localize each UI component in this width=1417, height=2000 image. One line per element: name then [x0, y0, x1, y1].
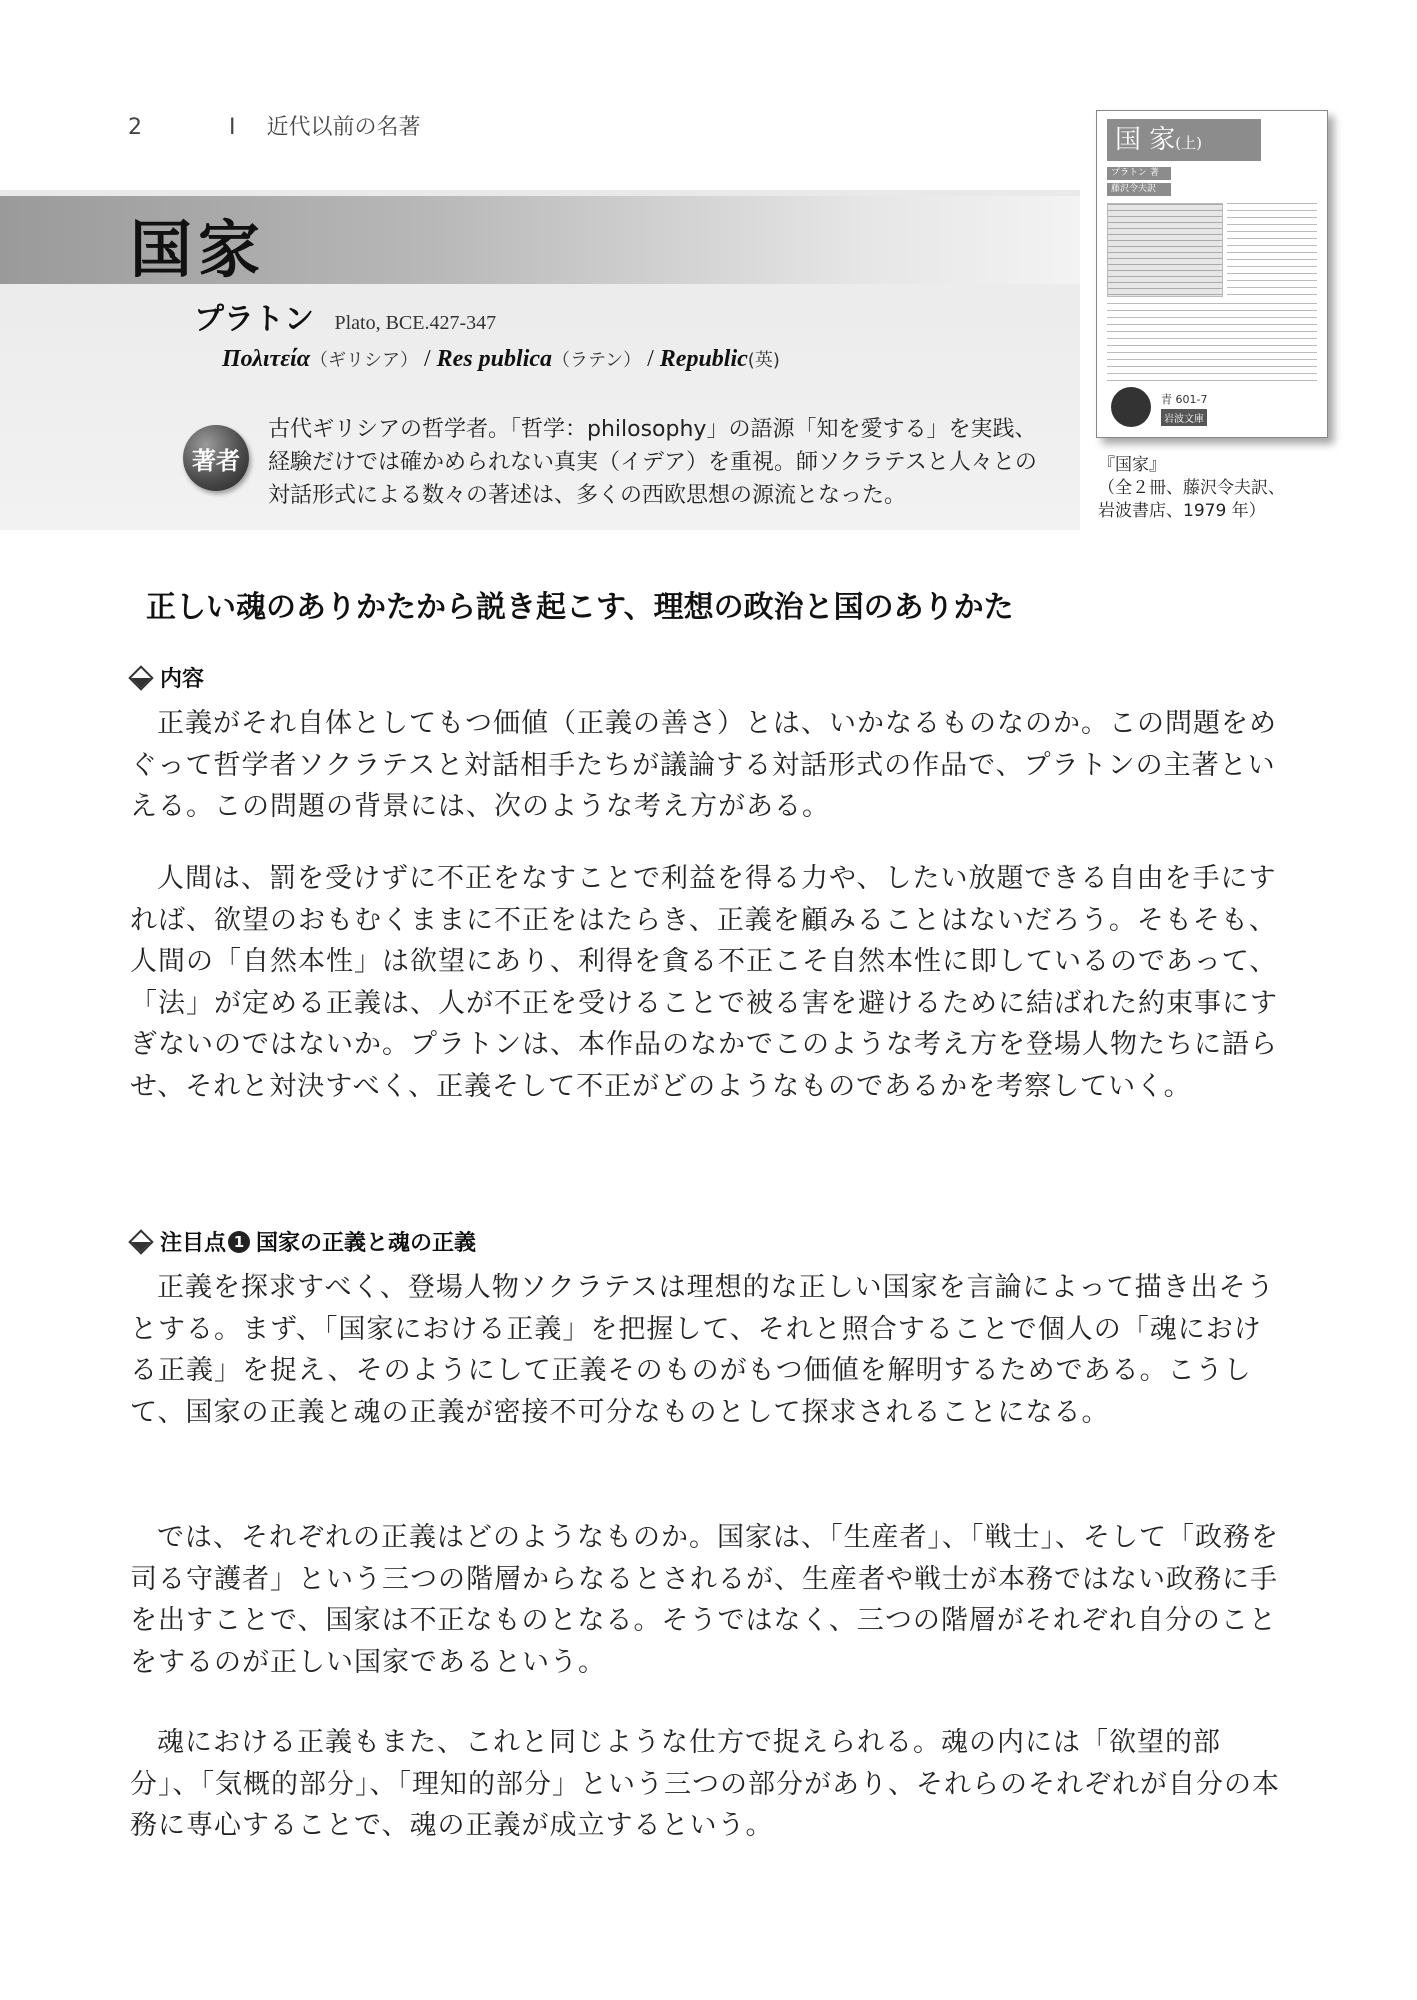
diamond-bullet-icon [128, 665, 153, 690]
section-subheading: 正しい魂のありかたから説き起こす、理想の政治と国のありかた [146, 590, 1014, 625]
book-cover-blurb [1227, 203, 1317, 295]
book-cover-number: 青 601-7 [1161, 393, 1208, 406]
lang-greek: （ギリシア） [310, 350, 418, 371]
book-cover-title [1107, 119, 1261, 161]
lang-latin: （ラテン） [552, 350, 642, 371]
lang-english: (英) [747, 350, 780, 371]
point1-paragraph-1: 正義を探求すべく、登場人物ソクラテスは理想的な正しい国家を言論によって描き出そうとする。まず、「国家における正義」を把握して、それと照合することで個人の「魂における正義」を捉え、そのようにして正義そのものがもつ価値を解明するためである。こうして、国家の正義と魂の正義が密接不可分なものとして探求されることになる。 [130, 1272, 1275, 1428]
chapter-title: 近代以前の名著 [266, 115, 421, 140]
title-separator: / [418, 346, 437, 372]
point1-heading [130, 1226, 476, 1257]
content-paragraph-1: 正義がそれ自体としてもつ価値（正義の善さ）とは、いかなるものなのか。この問題をめぐって哲学者ソクラテスと対話相手たちが議論する対話形式の作品で、プラトンの主著といえる。この問題の背景には、次のような考え方がある。 [130, 708, 1277, 822]
author-name-en: Plato, BCE.427-347 [334, 312, 497, 334]
content-paragraph-2: 人間は、罰を受けずに不正をなすことで利益を得る力や、したい放題できる自由を手にすれば、欲望のおもむくままに不正をはたらき、正義を顧みることはないだろう。そもそも、人間の「自然本性」は欲望にあり、利得を貪る不正こそ自然本性に即しているのであって、「法」が定める正義は、人が不正を受けることで被る害を避けるために結ばれた約束事にすぎないのではないか。プラトンは、本作品のなかでこのような考え方を登場人物たちに語らせ、それと対決すべく、正義そして不正がどのようなものであるかを考察していく。 [130, 863, 1278, 1102]
book-cover [1096, 110, 1328, 438]
book-cover-title-text: 国 家 [1115, 125, 1176, 155]
book-caption-publisher: 岩波書店、1979 年） [1098, 501, 1266, 521]
book-cover-blurb-2 [1107, 303, 1317, 381]
book-caption-title: 『国家』 [1098, 455, 1166, 475]
content-heading-text: 内容 [160, 667, 205, 692]
point1-paragraph-2: では、それぞれの正義はどのようなものか。国家は、「生産者」、「戦士」、そして「政務を司る守護者」という三つの階層からなるとされるが、生産者や戦士が本務ではない政務に手を出すことで、国家は不正なものとなる。そうではなく、三つの階層がそれぞれ自分のことをするのが正しい国家であるという。 [130, 1522, 1279, 1678]
book-cover-publisher: 岩波文庫 [1161, 409, 1207, 426]
work-title: 国家 [130, 213, 267, 286]
title-greek: Πολιτεία [222, 346, 310, 372]
original-titles [222, 346, 780, 373]
book-cover-author: プラトン 著 [1107, 167, 1171, 180]
title-english: Republic [659, 346, 748, 372]
author-name-ja: プラトン [194, 302, 314, 337]
point1-heading-text: 国家の正義と魂の正義 [256, 1231, 477, 1256]
book-caption-detail: （全２冊、藤沢令夫訳、 [1098, 478, 1285, 498]
book-cover-volume: (上) [1175, 134, 1202, 152]
point1-number-badge: 1 [228, 1231, 250, 1253]
running-header [128, 110, 421, 141]
title-separator: / [641, 346, 660, 372]
diamond-bullet-icon [128, 1229, 153, 1254]
page-number: 2 [128, 115, 142, 140]
book-cover-illustration [1107, 203, 1223, 297]
publisher-logo-icon [1111, 387, 1151, 427]
point1-label: 注目点 [160, 1231, 227, 1256]
author-badge: 著者 [183, 425, 249, 491]
point1-paragraph-3: 魂における正義もまた、これと同じような仕方で捉えられる。魂の内には「欲望的部分」、「気概的部分」、「理知的部分」という三つの部分があり、それらのそれぞれが自分の本務に専心することで、魂の正義が成立するという。 [130, 1727, 1280, 1841]
book-cover-translator: 藤沢令夫訳 [1107, 183, 1171, 196]
title-latin: Res publica [436, 346, 553, 372]
book-caption [1098, 454, 1285, 523]
author-bio: 古代ギリシアの哲学者。「哲学：philosophy」の語源「知を愛する」を実践、経験だけでは確かめられない真実（イデア）を重視。師ソクラテスと人々との対話形式による数々の著述は、多くの西欧思想の源流となった。 [268, 417, 1037, 508]
author-line [194, 294, 496, 338]
content-heading [130, 662, 204, 693]
chapter-numeral: I [229, 115, 236, 140]
